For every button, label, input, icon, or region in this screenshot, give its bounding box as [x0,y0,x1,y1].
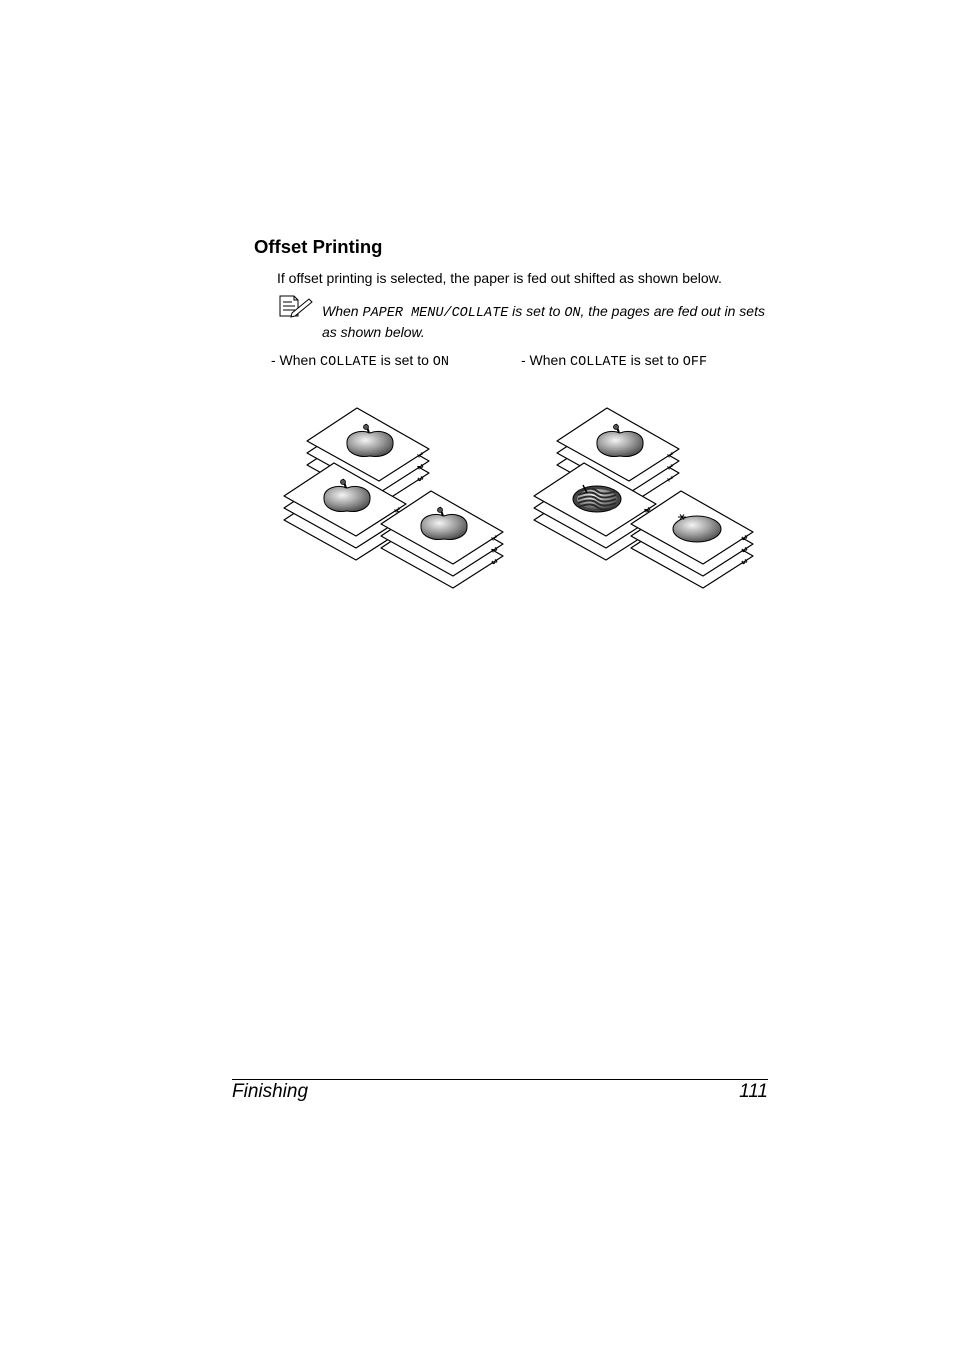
intro-paragraph: If offset printing is selected, the paper is fed out shifted as shown below. [277,270,722,286]
caption-on-setting: COLLATE [320,355,377,370]
note-rest: , the pages are fed out in sets as shown below. [322,303,765,340]
caption-off-prefix: - When [521,352,571,368]
page-number-label: 1 [665,474,676,483]
footer-chapter: Finishing [232,1081,309,1102]
note-is-set-to: is set to [508,303,565,319]
page-number-label: 2 [489,545,500,554]
collate-on-illustration [284,408,503,588]
note-when: When [322,303,363,319]
caption-off-value: OFF [682,355,708,370]
page-number-label: 1 [415,450,426,459]
caption-off-setting: COLLATE [570,355,627,370]
caption-off-middle: is set to [626,352,683,368]
note-text [322,302,772,341]
note-value: ON [564,306,581,321]
caption-on-value: ON [432,355,449,370]
note-menu-path: PAPER MENU/COLLATE [362,306,509,321]
page-number-label: 3 [739,557,750,566]
page-number-label: 1 [489,533,500,542]
footer-rule [232,1079,768,1080]
footer-page-number: 111 [739,1081,768,1102]
caption-collate-on [271,352,449,370]
page-number-label: 1 [392,505,403,514]
collate-off-illustration [534,408,753,588]
page-number-label: 1 [665,462,676,471]
page-number-label: 3 [489,557,500,566]
page-number-label: 3 [415,474,426,483]
caption-on-prefix: - When [271,352,321,368]
caption-on-middle: is set to [376,352,433,368]
caption-collate-off [521,352,707,370]
page-number-label: 3 [739,533,750,542]
page-number-label: 3 [739,545,750,554]
offset-printing-illustration [270,380,770,600]
page-number-label: 2 [642,505,653,514]
page-number-label: 2 [415,462,426,471]
note-pencil-icon [278,294,314,318]
page-number-label: 1 [665,450,676,459]
section-heading: Offset Printing [254,236,383,257]
